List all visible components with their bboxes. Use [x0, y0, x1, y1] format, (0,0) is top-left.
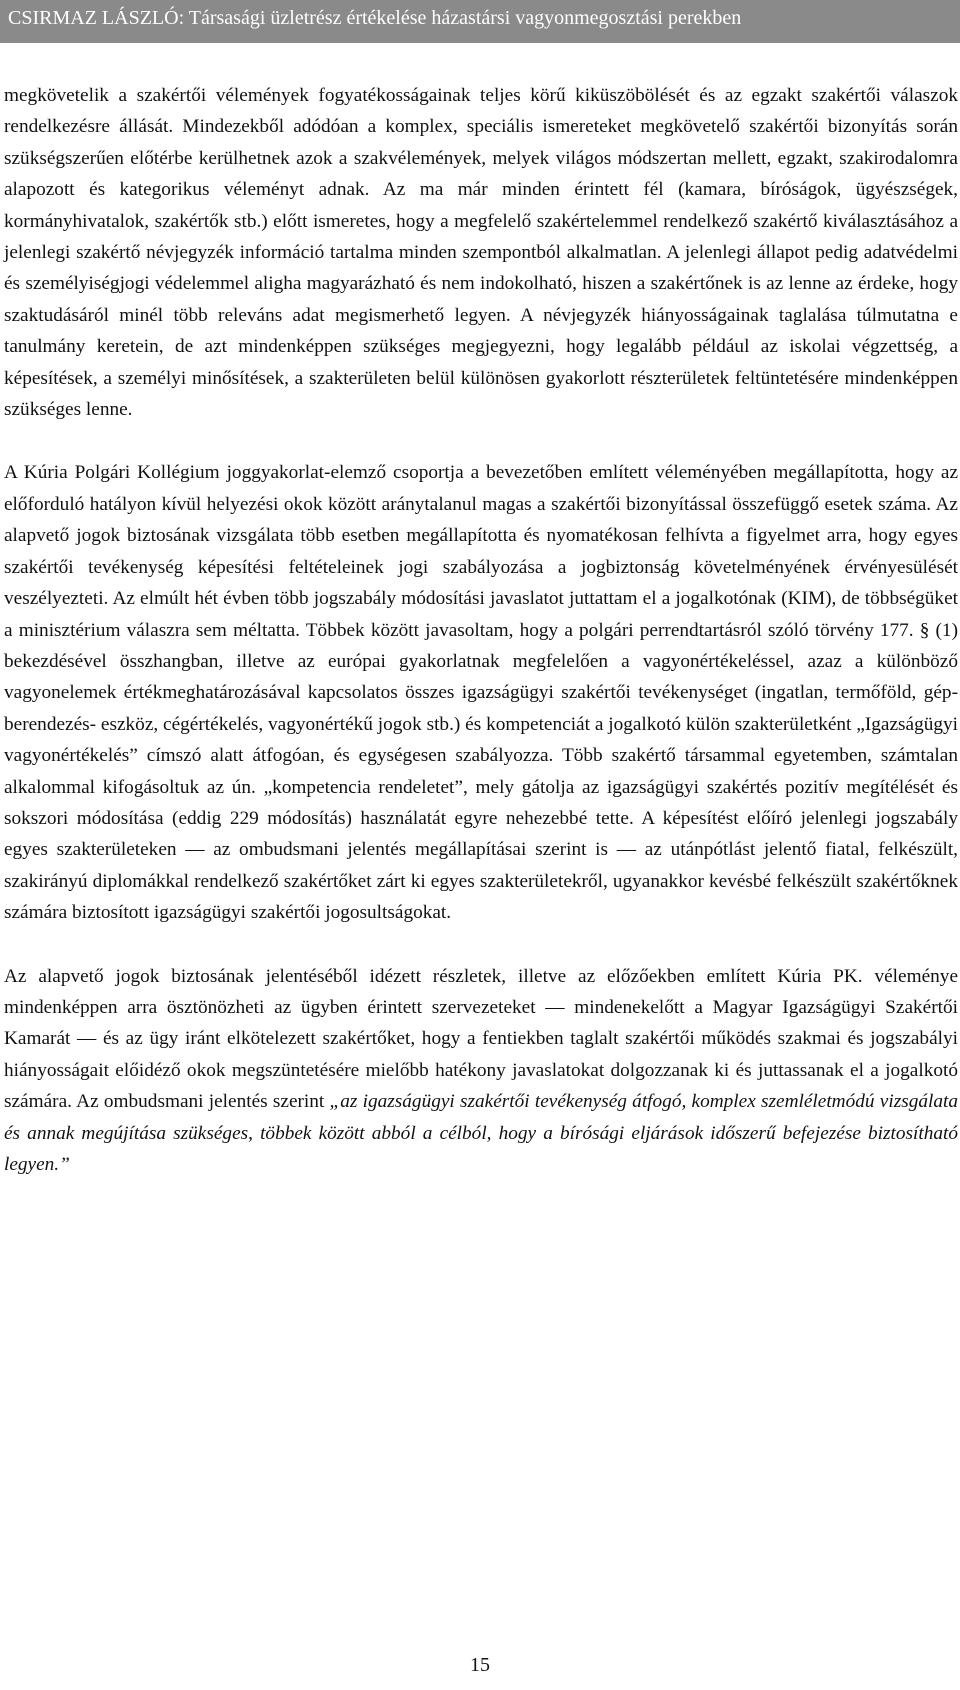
ombudsman-quote: „az igazságügyi szakértői tevékenység átfogó, komplex szemléletmódú vizsgálata és annak megújítása szükséges, többek között abból a célból, hogy a bírósági eljárások időszerű befejezése biztosítható legyen.”	[4, 1091, 958, 1175]
page-number: 15	[470, 1654, 490, 1676]
page-body	[0, 80, 960, 1180]
paragraph-3	[0, 961, 960, 1181]
paragraph-1: megkövetelik a szakértői vélemények fogyatékosságainak teljes körű kiküszöbölését és az egzakt szakértői válaszok rendelkezésre állását. Mindezekből adódóan a komplex, speciális ismereteket megkövetelő szakértői bizonyítás során szükségszerűen előtérbe kerülhetnek azok a szakvélemények, melyek világos módszertan mellett, egzakt, szakirodalomra alapozott és kategorikus véleményt adnak. Az ma már minden érintett fél (kamara, bíróságok, ügyészségek, kormányhivatalok, szakértők stb.) előtt ismeretes, hogy a megfelelő szakértelemmel rendelkező szakértő kiválasztásához a jelenlegi szakértő névjegyzék információ tartalma minden szempontból alkalmatlan. A jelenlegi állapot pedig adatvédelmi és személyiségjogi védelemmel aligha magyarázható és nem indokolható, hiszen a szakértőnek is az lenne az érdeke, hogy szaktudásáról minél több releváns adat megismerhető legyen. A névjegyzék hiányosságainak taglalása túlmutatna e tanulmány keretein, de azt mindenképpen szükséges megjegyezni, hogy legalább például az iskolai végzettség, a képesítések, a személyi minősítések, a szakterületen belül különösen gyakorlott részterületek feltüntetésére mindenképpen szükséges lenne.	[4, 85, 958, 421]
paragraph-2: A Kúria Polgári Kollégium joggyakorlat-elemző csoportja a bevezetőben említett véleményében megállapította, hogy az előforduló hatályon kívül helyezési okok között aránytalanul magas a szakértői bizonyítással összefüggő esetek száma. Az alapvető jogok biztosának vizsgálata több esetben megállapította és nyomatékosan felhívta a figyelmet arra, hogy egyes szakértői tevékenység képesítési feltételeinek jogi szabályozása a jogbiztonság követelményének érvényesülését veszélyezteti. Az elmúlt hét évben több jogszabály módosítási javaslatot juttattam el a jogalkotónak (KIM), de többségüket a minisztérium válaszra sem méltatta. Többek között javasoltam, hogy a polgári perrendtartásról szóló törvény 177. § (1) bekezdésével összhangban, illetve az európai gyakorlatnak megfelelően a vagyonértékeléssel, azaz a különböző vagyonelemek értékmeghatározásával kapcsolatos összes igazságügyi szakértői tevékenységet (ingatlan, termőföld, gép- berendezés- eszköz, cégértékelés, vagyonértékű jogok stb.) és kompetenciát a jogalkotó külön szakterületként „Igazságügyi vagyonértékelés” címszó alatt átfogóan, és egységesen szabályozza. Több szakértő társammal egyetemben, számtalan alkalommal kifogásoltuk az ún. „kompetencia rendeletet”, mely gátolja az igazságügyi szakértés pozitív megítélését és sokszori módosítása (eddig 229 módosítás) használatát egyre nehezebbé tette. A képesítést előíró jelenlegi jogszabály egyes szakterületeken — az ombudsmani jelentés megállapításai szerint is — az utánpótlást jelentő fiatal, felkészült, szakirányú diplomákkal rendelkező szakértőket zárt ki egyes szakterületekről, ugyanakkor kevésbé felkészült szakértőknek számára biztosított igazságügyi szakértői jogosultságokat.	[4, 462, 958, 924]
running-header: CSIRMAZ LÁSZLÓ: Társasági üzletrész értékelése házastársi vagyonmegosztási perekben	[0, 0, 960, 43]
paragraph-3-text: Az alapvető jogok biztosának jelentéséből idézett részletek, illetve az előzőekben említett Kúria PK. véleménye mindenképpen arra ösztönözheti az ügyben érintett szervezeteket — mindenekelőtt a Magyar Igazságügyi Szakértői Kamarát — és az ügy iránt elkötelezett szakértőket, hogy a fentiekben taglalt szakértői működés szakmai és jogszabályi hiányosságait előidéző okok megszüntetésére mielőbb hatékony javaslatokat dolgozzanak ki és juttassanak el a jogalkotó számára. Az ombudsmani jelentés szerint	[4, 965, 958, 1113]
